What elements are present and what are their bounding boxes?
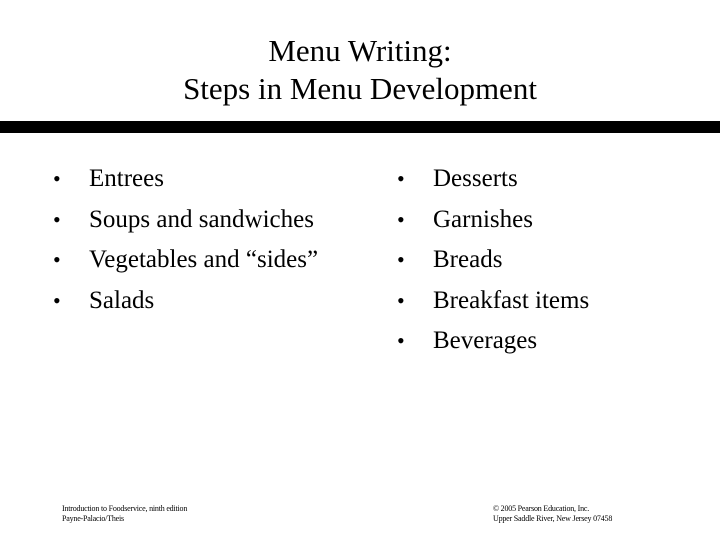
bullet-text: Vegetables and “sides” [89,246,319,273]
bullet-text: Desserts [433,165,518,192]
bullet-icon: • [397,166,405,191]
footer-copyright [493,504,612,524]
bullet-icon: • [53,166,61,191]
bullet-icon: • [397,247,405,272]
bullet-text: Salads [89,286,155,314]
bullet-text: Beverages [433,327,538,354]
footer-copyright-line: © 2005 Pearson Education, Inc. [493,504,590,513]
bullet-text: Garnishes [433,205,533,233]
bullet-icon: • [397,328,405,353]
bullet-icon: • [53,206,61,232]
footer-book-title: Introduction to Foodservice, ninth edition [62,504,188,513]
footer-authors: Payne-Palacio/Theis [62,514,124,523]
bullet-icon: • [397,287,405,313]
bullet-text: Soups and sandwiches [89,205,314,233]
bullet-text: Entrees [89,165,164,192]
footer-publisher-address: Upper Saddle River, New Jersey 07458 [493,514,613,523]
bullet-text: Breads [433,246,503,273]
slide-title-line-2: Steps in Menu Development [183,71,537,106]
bullet-text: Breakfast items [433,286,590,314]
bullet-icon: • [53,287,61,313]
title-divider [0,121,720,133]
bullet-icon: • [397,206,405,232]
bullet-icon: • [53,247,61,272]
slide-title-line-1: Menu Writing: [268,33,452,68]
slide-title [0,32,720,108]
footer-book-credit [62,504,187,524]
